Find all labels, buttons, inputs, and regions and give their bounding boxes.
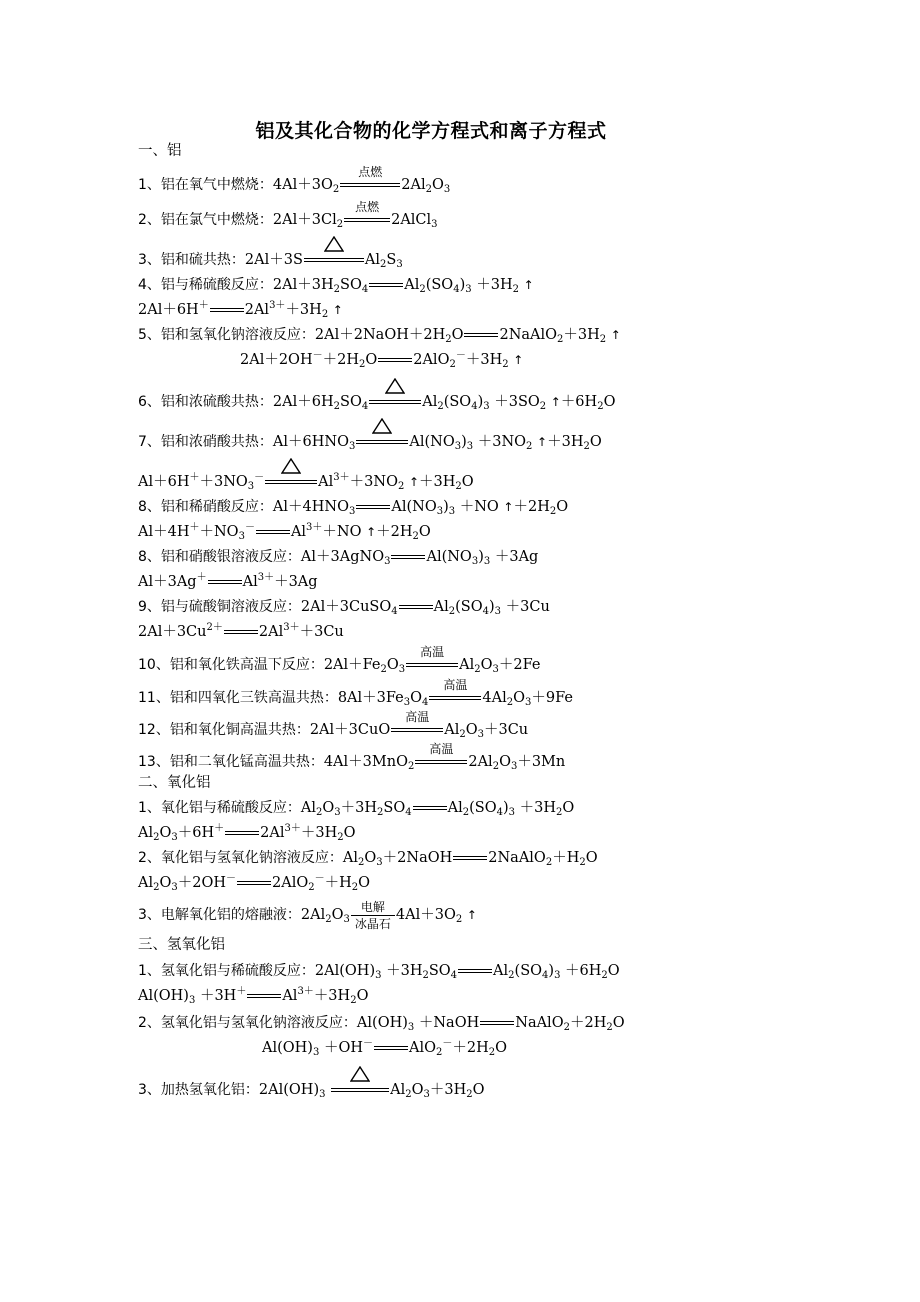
equation-label: 6、铝和浓硫酸共热： xyxy=(138,394,273,410)
equation-line: 2、氢氧化铝与氢氧化钠溶液反应：$Al(OH)_3$ ＋NaOH $NaAlO_2+2H_2O$ xyxy=(138,1015,625,1033)
ionic-equation-line: $2Al+3Cu^{2+}$ $2Al^{3+}+3Cu$ xyxy=(138,622,344,640)
equals-sign xyxy=(237,881,271,885)
equals-sign xyxy=(378,358,412,362)
equals-sign xyxy=(247,994,281,998)
section-heading-aluminum-hydroxide: 三、氢氧化铝 xyxy=(138,937,225,953)
equals-sign xyxy=(369,283,403,287)
heat-triangle-icon xyxy=(372,418,392,434)
equals-sign xyxy=(256,530,290,534)
ignite-equals-sign: 点燃 xyxy=(340,183,400,187)
ionic-equation-line: $Al(OH)_3 +3H^+$ $Al^{3+}+3H_2O$ xyxy=(138,986,369,1006)
equation-line: 1、氧化铝与稀硫酸反应：$Al_2O_3+3H_2SO_4$ $Al_2(SO_4)_3 +3H_2O$ xyxy=(138,800,575,818)
equation-label: 5、铝和氢氧化钠溶液反应： xyxy=(138,327,315,343)
equation-label: 4、铝与稀硫酸反应： xyxy=(138,277,273,293)
equals-sign xyxy=(413,806,447,810)
equation-line: 12、铝和氧化铜高温共热：2Al＋3CuO 高温 $Al_2O_3+3Cu$ xyxy=(138,710,529,740)
high-temp-equals-sign: 高温 xyxy=(415,760,467,764)
equation-label: 2、氧化铝与氢氧化钠溶液反应： xyxy=(138,850,343,866)
equation-line: 1、氢氧化铝与稀硫酸反应：$2Al(OH)_3 +3H_2SO_4$ $Al_2(SO_4)_3 +6H_2O$ xyxy=(138,963,620,981)
ignite-equals-sign: 点燃 xyxy=(344,218,390,222)
equation-line: 8、铝和稀硝酸反应：$Al+4HNO_3$ $Al(NO_3)_3 +NO$ $↑+2H_2O$ xyxy=(138,499,569,517)
equation-line: 3、电解氧化铝的熔融液：$2Al_2O_3$ 电解 冰晶石 $4Al+3O_2$ ↑ xyxy=(138,899,477,931)
equals-sign xyxy=(458,969,492,973)
equation-label: 7、铝和浓硝酸共热： xyxy=(138,434,273,450)
equation-label: 8、铝和稀硝酸反应： xyxy=(138,499,273,515)
ionic-equation-line: $Al_2O_3+2OH^-$ $2AlO_2^-+H_2O$ xyxy=(138,873,371,893)
ionic-equation-line: $Al(OH)_3 +OH^-$ $AlO_2^-+2H_2O$ xyxy=(262,1038,508,1058)
equation-line: 9、铝与硫酸铜溶液反应：2Al＋3CuSO$_4$ $Al_2(SO_4)_3 +3Cu$ xyxy=(138,599,550,617)
section-heading-aluminum: 一、铝 xyxy=(138,143,182,159)
heat-equals-sign xyxy=(304,258,364,262)
heat-triangle-icon xyxy=(350,1066,370,1082)
equation-line: 2、铝在氯气中燃烧：$2Al+3Cl_2$ 点燃 2AlCl$_3$ xyxy=(138,200,438,230)
high-temp-equals-sign: 高温 xyxy=(429,696,481,700)
equation-line: 13、铝和二氧化锰高温共热：4Al＋3MnO$_2$ 高温 $2Al_2O_3+3Mn$ xyxy=(138,742,566,772)
equation-label: 2、铝在氯气中燃烧： xyxy=(138,212,273,228)
equals-sign xyxy=(480,1021,514,1025)
equation-line: 5、铝和氢氧化钠溶液反应：$2Al+2NaOH+2H_2O$ $2NaAlO_2+3H_2$ ↑ xyxy=(138,327,621,345)
equals-sign xyxy=(225,831,259,835)
ionic-equation-line: $Al+6H^++3NO_3^-$ $Al^{3+}+3NO_2$ $↑+3H_2O$ xyxy=(138,472,474,492)
equation-line: 4、铝与稀硫酸反应：$2Al+3H_2SO_4$ $Al_2(SO_4)_3 +3H_2$ ↑ xyxy=(138,277,534,295)
equation-line: 6、铝和浓硫酸共热：$2Al+6H_2SO_4$ $Al_2(SO_4)_3 +3SO_2$ $↑+6H_2O$ xyxy=(138,392,615,412)
equals-sign xyxy=(356,505,390,509)
equation-line: 1、铝在氧气中燃烧：$4Al+3O_2$ 点燃 $2Al_2O_3$ xyxy=(138,165,451,195)
equals-sign xyxy=(453,856,487,860)
high-temp-equals-sign: 高温 xyxy=(391,728,443,732)
equation-line: 7、铝和浓硝酸共热：$Al+6HNO_3$ $Al(NO_3)_3 +3NO_2$ $↑+3H_2O$ xyxy=(138,432,602,452)
equals-sign xyxy=(391,555,425,559)
equals-sign xyxy=(374,1046,408,1050)
equation-line: 2、氧化铝与氢氧化钠溶液反应：$Al_2O_3+2NaOH$ $2NaAlO_2+H_2O$ xyxy=(138,850,598,868)
equation-label: 1、氢氧化铝与稀硫酸反应： xyxy=(138,963,315,979)
equation-label: 10、铝和氧化铁高温下反应： xyxy=(138,657,324,673)
heat-equals-sign xyxy=(265,480,317,484)
heat-triangle-icon xyxy=(324,236,344,252)
high-temp-equals-sign: 高温 xyxy=(406,663,458,667)
page-title: 铝及其化合物的化学方程式和离子方程式 xyxy=(255,120,607,142)
heat-triangle-icon xyxy=(281,458,301,474)
ionic-equation-line: $2Al+2OH^-+2H_2O$ $2AlO_2^-+3H_2$ ↑ xyxy=(240,350,524,370)
ionic-equation-line: Al＋3Ag＋ $Al^{3+}+3Ag$ xyxy=(138,572,318,590)
heat-equals-sign xyxy=(331,1088,389,1092)
heat-equals-sign xyxy=(356,440,408,444)
equation-line: 8、铝和硝酸银溶液反应：Al＋3AgNO$_3$ $Al(NO_3)_3 +3Ag$ xyxy=(138,549,539,567)
equals-sign xyxy=(464,333,498,337)
heat-triangle-icon xyxy=(385,378,405,394)
equation-label: 3、铝和硫共热： xyxy=(138,252,245,268)
ionic-equation-line: 2Al＋6H＋ $2Al^{3+}+3H_2$ ↑ xyxy=(138,300,343,320)
equation-label: 3、加热氢氧化铝： xyxy=(138,1082,259,1098)
ionic-equation-line: $Al+4H^++NO_3^-$ $Al^{3+}+NO$ $↑+2H_2O$ xyxy=(138,522,431,542)
electrolysis-arrow: 电解 冰晶石 xyxy=(351,900,395,931)
equation-label: 12、铝和氧化铜高温共热： xyxy=(138,722,310,738)
equals-sign xyxy=(399,605,433,609)
section-heading-alumina: 二、氧化铝 xyxy=(138,775,211,791)
equation-label: 8、铝和硝酸银溶液反应： xyxy=(138,549,301,565)
equation-label: 1、铝在氧气中燃烧： xyxy=(138,177,273,193)
equation-label: 13、铝和二氧化锰高温共热： xyxy=(138,754,324,770)
equation-line: 10、铝和氧化铁高温下反应：$2Al+Fe_2O_3$ 高温 $Al_2O_3+2Fe$ xyxy=(138,645,541,675)
equals-sign xyxy=(210,308,244,312)
equation-label: 11、铝和四氧化三铁高温共热： xyxy=(138,690,338,706)
equation-line: 3、铝和硫共热：2Al＋3S $Al_2S_3$ xyxy=(138,250,403,270)
equation-label: 1、氧化铝与稀硫酸反应： xyxy=(138,800,301,816)
equation-line: 3、加热氢氧化铝：$2Al(OH)_3$ $Al_2O_3+3H_2O$ xyxy=(138,1080,484,1100)
equation-label: 9、铝与硫酸铜溶液反应： xyxy=(138,599,301,615)
equals-sign xyxy=(224,630,258,634)
equation-line: 11、铝和四氧化三铁高温共热：$8Al+3Fe_3O_4$ 高温 $4Al_2O_3+9Fe$ xyxy=(138,678,573,708)
equation-label: 2、氢氧化铝与氢氧化钠溶液反应： xyxy=(138,1015,357,1031)
heat-equals-sign xyxy=(369,400,421,404)
ionic-equation-line: $Al_2O_3+6H^+$ $2Al^{3+}+3H_2O$ xyxy=(138,823,356,843)
equation-label: 3、电解氧化铝的熔融液： xyxy=(138,907,301,923)
equals-sign xyxy=(208,580,242,584)
